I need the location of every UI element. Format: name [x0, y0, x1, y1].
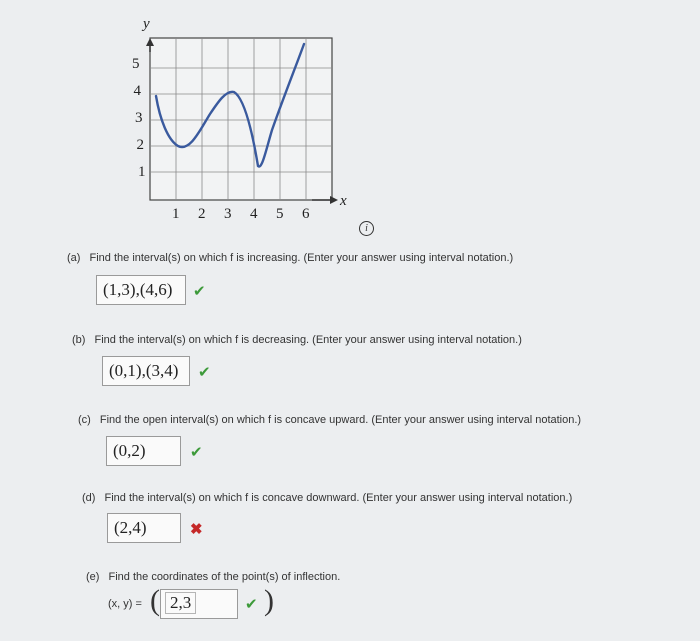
- y-tick-label: 4: [133, 83, 141, 99]
- open-paren: (: [150, 584, 160, 617]
- question-b-letter: (b): [72, 334, 86, 346]
- answer-c-field[interactable]: [106, 436, 181, 466]
- x-tick-label: 1: [172, 206, 180, 222]
- answer-a-field[interactable]: [96, 275, 186, 305]
- answer-d-field[interactable]: [107, 513, 181, 543]
- question-e-letter: (e): [86, 571, 100, 583]
- question-d-text: Find the interval(s) on which f is concave downward. (Enter your answer using interval notation.): [104, 492, 573, 504]
- x-tick-label: 4: [250, 206, 258, 222]
- info-icon[interactable]: i: [359, 221, 374, 236]
- x-arrowhead: [330, 196, 338, 204]
- question-b: [72, 334, 522, 346]
- check-icon: ✔: [245, 596, 258, 613]
- question-c-text: Find the open interval(s) on which f is concave upward. (Enter your answer using interval notation.): [99, 414, 582, 426]
- x-tick-label: 5: [276, 206, 284, 222]
- check-icon: ✔: [198, 364, 211, 381]
- answer-e-value: 2,3: [165, 592, 196, 614]
- y-tick-label: 1: [138, 164, 146, 180]
- question-d-letter: (d): [82, 492, 96, 504]
- y-tick-label: 3: [135, 110, 143, 126]
- question-a-text: Find the interval(s) on which f is increasing. (Enter your answer using interval notation.): [89, 252, 514, 264]
- x-tick-labels: [172, 206, 310, 222]
- answer-c-value: (0,2): [113, 441, 146, 460]
- xy-prefix-label: (x, y) =: [108, 598, 142, 610]
- x-tick-label: 2: [198, 206, 206, 222]
- y-tick-label: 5: [132, 56, 140, 72]
- y-tick-labels: [132, 56, 146, 180]
- question-c: [78, 414, 581, 426]
- close-paren: ): [264, 584, 274, 617]
- answer-a-value: (1,3),(4,6): [103, 280, 173, 299]
- answer-b-value: (0,1),(3,4): [109, 361, 179, 380]
- question-b-text: Find the interval(s) on which f is decreasing. (Enter your answer using interval notation.): [94, 334, 522, 346]
- question-d: [82, 492, 572, 504]
- check-icon: ✔: [190, 444, 203, 461]
- cross-icon: ✖: [190, 521, 203, 538]
- question-a-letter: (a): [67, 252, 81, 264]
- question-e-text: Find the coordinates of the point(s) of inflection.: [108, 571, 341, 583]
- answer-d-value: (2,4): [114, 518, 147, 537]
- x-tick-label: 6: [302, 206, 310, 222]
- question-c-letter: (c): [78, 414, 91, 426]
- check-icon: ✔: [193, 283, 206, 300]
- y-axis-label: y: [143, 16, 150, 32]
- answer-e-field[interactable]: [160, 589, 238, 619]
- graph-frame: [150, 38, 332, 200]
- question-a: [67, 252, 513, 264]
- question-e: [86, 571, 340, 583]
- answer-b-field[interactable]: [102, 356, 190, 386]
- x-axis-label: x: [340, 193, 347, 209]
- y-tick-label: 2: [136, 137, 144, 153]
- x-tick-label: 3: [224, 206, 232, 222]
